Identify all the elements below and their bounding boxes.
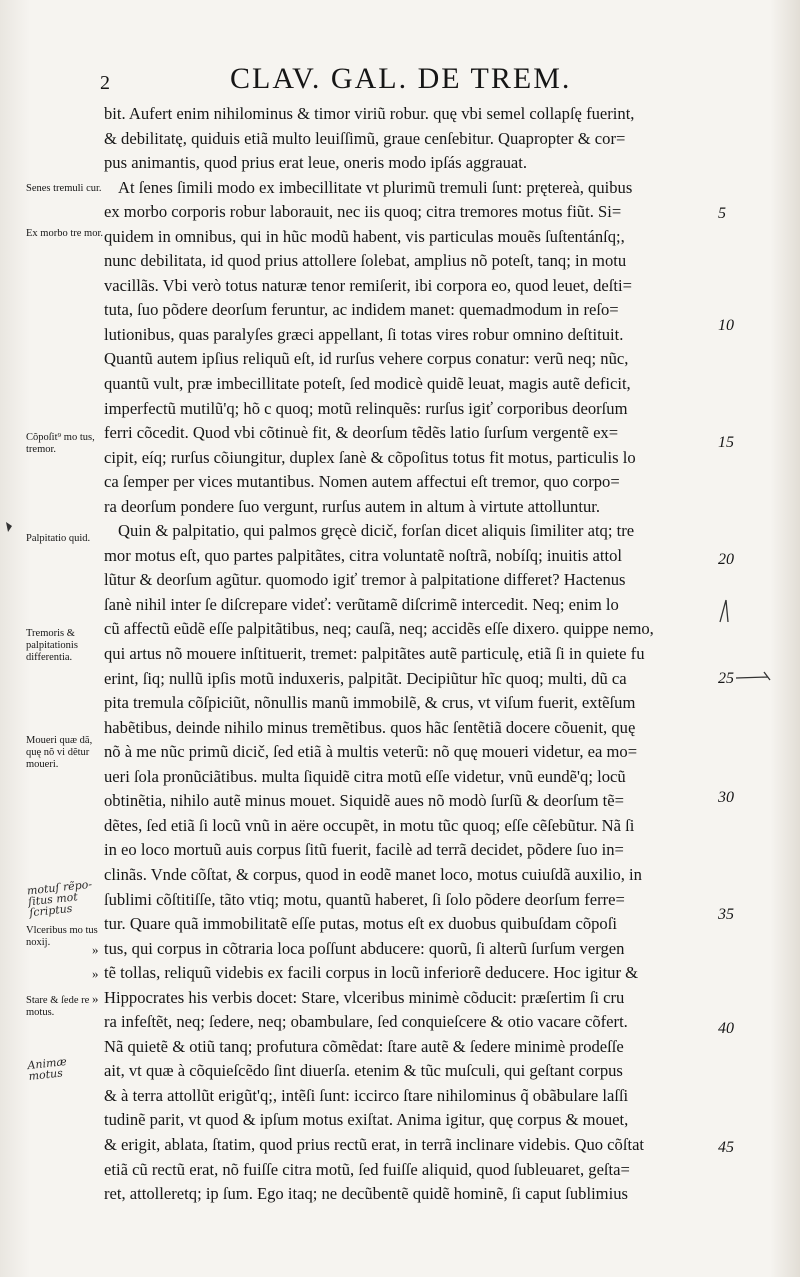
margin-note: Stare & ſede re motus. [26, 995, 90, 1018]
quotation-marker: » [92, 966, 99, 981]
ink-blot-icon [4, 520, 16, 534]
text-line: lutionibus, quas paralyſes græci appellant, ſi totas vires robur omnino deſtituit. [104, 324, 624, 344]
running-title: CLAV. GAL. DE TREM. [230, 62, 572, 95]
text-line: erint, ſiq; nullũ ipſis motũ induxeris, palpitãt. Decipiũtur hĩc quoq; multi, dũ ca [104, 668, 627, 688]
line-number: 5 [718, 205, 726, 222]
text-line: ra infeſtẽt, neq; ſedere, neq; obambulare, ſed conquieſcere & otio vacare cõfert. [104, 1012, 628, 1032]
text-line: nõ à me nũc primũ dicič, ſed etiã à multis veterũ: nõ quę moueri videtur, ea mo= [104, 742, 638, 762]
text-line: nunc debilitata, id quod prius attollere ſolebat, amplius nõ poteſt, tanq; in motu [104, 251, 627, 271]
margin-note: Ex morbo tre mor. [26, 228, 103, 239]
pointer-line-icon [734, 668, 774, 688]
text-line: qui artus nõ mouere inſtituerit, tremet: palpitãtes autẽ particulę, etiã ſi in quiete fu [104, 644, 645, 664]
text-line: habẽtibus, deinde nihilo minus tremẽtibus. quos hãc ſentẽtiã docere cõuenit, quę [104, 717, 636, 737]
quotation-marker: » [92, 942, 99, 957]
margin-note: Palpitatio quid. [26, 533, 91, 544]
text-line: Nã quietẽ & otiũ tanq; profutura cõmẽdat: ſtare autẽ & ſedere minimè prodeſſe [104, 1036, 624, 1056]
text-line: tẽ tollas, reliquũ videbis ex facili corpus in locũ inferiorẽ deducere. Hoc igitur & [104, 963, 639, 983]
line-number: 35 [718, 906, 734, 923]
text-line: Hippocrates his verbis docet: Stare, vlceribus minimè cõducit: præſertim ſi cru [104, 987, 625, 1007]
text-line: vacillãs. Vbi verò totus naturæ tenor remiſerit, ibi corpora eo, quod leuet, deſti= [104, 275, 632, 295]
page-number: 2 [100, 72, 110, 94]
text-line: & debilitatę, quiduis etiã multo leuiſſimũ, graue cenſebitur. Quapropter & cor= [104, 128, 626, 148]
text-line: ueri ſola pronũciãtibus. multa ſiquidẽ citra motũ eſſe videtur, vnũ eundẽ'q; locũ [104, 766, 626, 786]
margin-note: Cõpoſit⁹ mo tus, tremor. [26, 432, 95, 455]
margin-note: Moueri quæ dã, quę nõ vi dẽtur moueri. [26, 735, 93, 770]
quotation-marker: » [92, 991, 99, 1006]
text-line: tuta, ſuo põdere deorſum feruntur, ac indidem manet: quemadmodum in reſo= [104, 300, 619, 320]
text-line: quidem in omnibus, qui in hũc modũ habent, vis particulas mouẽs ſuſtentánſq;, [104, 226, 625, 246]
text-line: cũ affectũ eũdẽ eſſe palpitãtibus, neq; cauſã, neq; accidẽs eſſe dixero. quippe nemo, [104, 619, 654, 639]
text-line: ca ſemper per vices mutantibus. Nomen autem affectui eſt tremor, quo corpo= [104, 472, 620, 492]
line-number-column [716, 0, 800, 1277]
text-line: Quantũ autem ipſius reliquũ eſt, id rurſus vehere corpus conatur: verũ neq; nũc, [104, 349, 629, 369]
margin-note: Senes tremuli cur. [26, 183, 102, 194]
text-line: Quin & palpitatio, qui palmos gręcè dicič, forſan dicet aliquis ſimiliter atq; tre [118, 521, 635, 541]
text-line: obtinẽtia, nihilo autẽ minus mouet. Siquidẽ aues nõ modò ſurſũ & deorſum tẽ= [104, 791, 625, 811]
line-number: 20 [718, 551, 734, 568]
handwritten-annotation: motuſ rẽpo- ſitus mot ſcriptus [26, 877, 93, 920]
main-text-block [104, 102, 716, 1207]
text-line: lũtur & deorſum agũtur. quomodo igiť tremor à palpitatione differet? Hactenus [104, 570, 626, 590]
text-line: ſanè nihil inter ſe diſcrepare videť: verũtamẽ diſcrimẽ intercedit. Neq; enim lo [104, 594, 619, 614]
text-line: in eo loco mortuũ auis corpus ſitũ fuerit, facilè ad terrã decidet, põdere ſuo in= [104, 840, 624, 860]
line-number: 10 [718, 317, 734, 334]
text-line: cipit, eíq; rurſus cõiungitur, duplex ſanè & cõpoſitus totus fit motus, particulis lo [104, 447, 636, 467]
margin-note: Vlceribus mo tus noxij. [26, 925, 98, 948]
text-line: ex morbo corporis robur laborauit, nec iis quoq; citra tremores motus fiũt. Si= [104, 202, 622, 222]
text-line: etiã cũ rectũ erat, nõ fuiſſe citra motũ, ſed fuiſſe aliquid, quod ſubleuaret, geſta= [104, 1159, 630, 1179]
text-line: clinãs. Vnde cõſtat, & corpus, quod in eodẽ manet loco, motus cuiuſdã auxilio, in [104, 864, 642, 884]
text-line: pita tremula cõſpiciũt, nõnullis manũ immobilẽ, & crus, vt viſum fuerit, extẽſum [104, 693, 636, 713]
text-line: & erigit, ablata, ſtatim, quod prius rectũ erat, in terrã inclinare videbis. Quo cõſtat [104, 1134, 645, 1154]
handwritten-annotation: Animæ motus [26, 1055, 68, 1083]
text-line: ra deorſum pondere ſuo vergunt, rurſus autem in altum à virtute attolluntur. [104, 496, 601, 516]
line-number: 15 [718, 434, 734, 451]
text-line: tus, qui corpus in cõtraria loca poſſunt abducere: quorũ, ſi alterũ ſurſum vergen [104, 938, 625, 958]
line-number: 45 [718, 1139, 734, 1156]
text-line: & à terra attollũt erigũt'q;, intẽſi ſunt: iccirco ſtare nihilominus q̃ obãbulare laſſi [104, 1085, 629, 1105]
text-line: pus animantis, quod prius erat leue, oneris modo ipſás aggrauat. [104, 153, 528, 173]
text-line: At ſenes ſimili modo ex imbecillitate vt plurimũ tremuli ſunt: prętereà, quibus [118, 177, 633, 197]
text-line: ferri cõcedit. Quod vbi cõtinuè fit, & deorſum tẽdẽs latio ſurſum vergentẽ ex= [104, 423, 619, 443]
text-line: ſublimi cõſtitiſſe, tãto vtiq; motu, quantũ haberet, ſi ſolo põdere deorſum ferre= [104, 889, 625, 909]
text-line: quantũ vult, præ imbecillitate poteſt, ſed modicè quidẽ leuat, magis autẽ deficit, [104, 374, 631, 394]
text-line: dẽtes, ſed etiã ſi locũ vnũ in aëre occupẽt, in motu tũc quoq; eſſe cẽſebũtur. Nã ſi [104, 815, 635, 835]
margin-note: Tremoris & palpitationis differentia. [26, 628, 78, 663]
margin-notes-column [0, 0, 103, 1277]
text-line: bit. Aufert enim nihilominus & timor viriũ robur. quę vbi semel collapſę fuerint, [104, 104, 635, 123]
line-number: 25 [718, 670, 734, 687]
text-line: mor motus eſt, quo partes palpitãtes, citra voluntatẽ noſtrã, nobíſq; inuitis attol [104, 545, 622, 565]
text-line: ret, attolleretq; ip ſum. Ego itaq; ne decũbentẽ quidẽ hominẽ, ſi caput ſublimius [104, 1184, 628, 1204]
line-number: 30 [718, 789, 734, 806]
bracket-mark-icon [716, 596, 736, 626]
text-line: imperfectũ mutilũ'q; hõ c quoq; motũ relinquẽs: rurſus igiť corporibus deorſum [104, 398, 628, 418]
text-line: tudinẽ parit, vt quod & ipſum motus exiſtat. Anima igitur, quę corpus & mouet, [104, 1110, 629, 1130]
text-line: ait, vt quæ à cõquieſcẽdo ſint diuerſa. etenim & tũc muſculi, qui geſtant corpus [104, 1061, 623, 1081]
line-number: 40 [718, 1020, 734, 1037]
text-line: tur. Quare quã immobilitatẽ eſſe putas, motus eſt ex duobus quibuſdam cõpoſi [104, 914, 617, 934]
page-header [100, 62, 700, 102]
